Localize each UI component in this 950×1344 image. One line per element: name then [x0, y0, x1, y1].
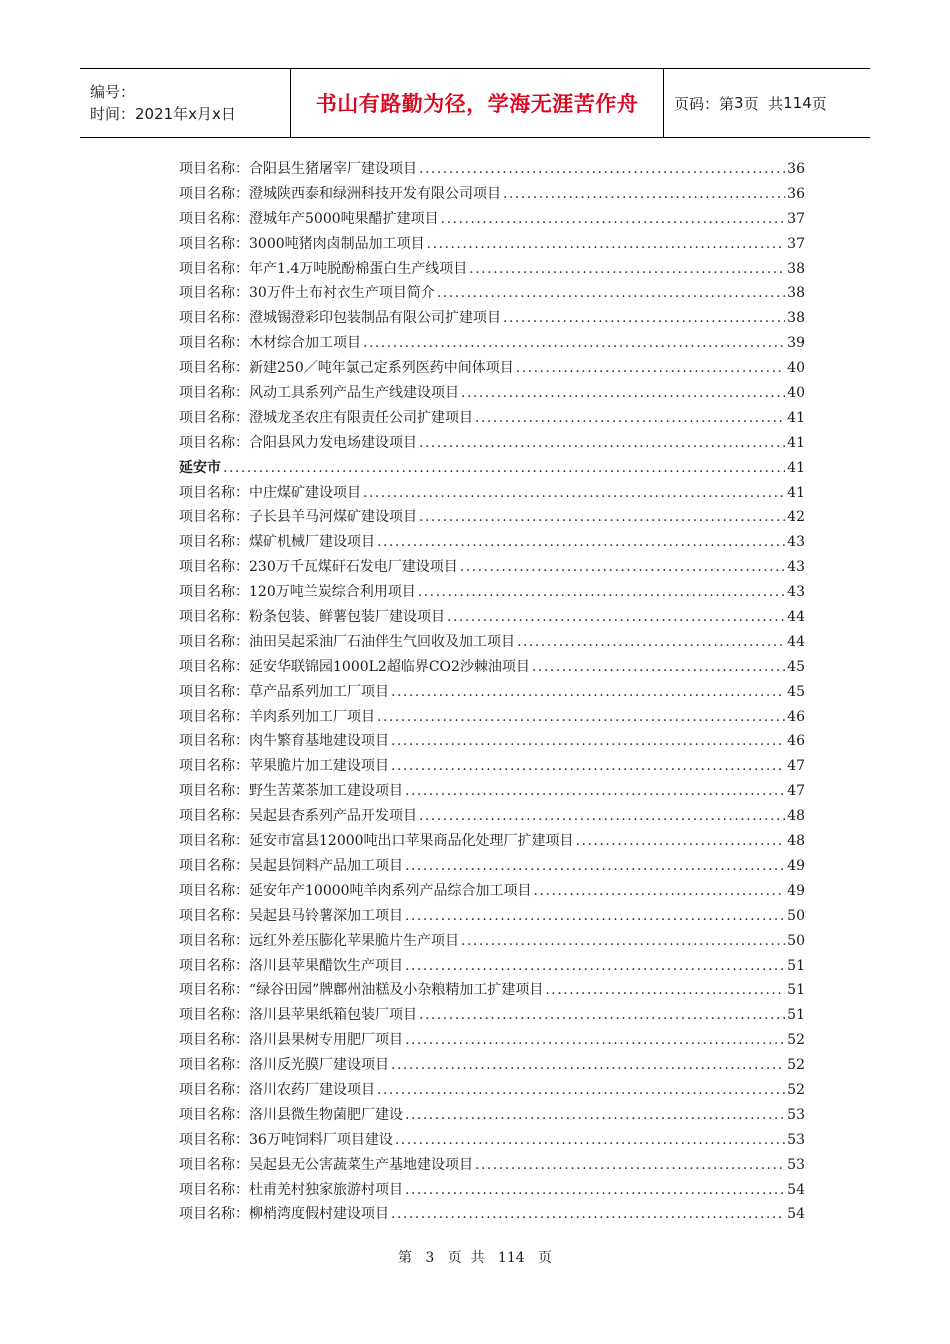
toc-leader-dots [427, 236, 786, 252]
toc-entry-page: 47 [787, 758, 805, 775]
toc-leader-dots [447, 609, 785, 625]
toc-leader-dots [405, 1182, 785, 1198]
toc-entry-page: 53 [787, 1131, 805, 1148]
page-label: 页码：第 [674, 94, 735, 113]
toc-entry[interactable] [179, 706, 805, 731]
toc-leader-dots [391, 733, 785, 749]
toc-leader-dots [419, 435, 785, 451]
toc-entry[interactable] [179, 1104, 805, 1129]
toc-entry[interactable] [179, 905, 805, 930]
toc-leader-dots [419, 161, 785, 177]
toc-entry[interactable] [179, 556, 805, 581]
toc-entry-page: 52 [787, 1032, 805, 1049]
toc-entry[interactable] [179, 482, 805, 507]
toc-leader-dots [377, 1082, 785, 1098]
footer-suffix: 页 [538, 1250, 552, 1266]
toc-entry-title: 项目名称：野生苦菜茶加工建设项目 [179, 783, 403, 800]
toc-entry-page: 52 [787, 1057, 805, 1074]
footer-total: 114 [497, 1250, 525, 1266]
toc-leader-dots [532, 659, 785, 675]
toc-leader-dots [391, 1057, 785, 1073]
toc-entry[interactable] [179, 208, 805, 233]
toc-entry[interactable] [179, 1004, 805, 1029]
table-of-contents [179, 158, 805, 1228]
toc-entry-title: 项目名称：洛川县苹果醋饮生产项目 [179, 957, 403, 974]
toc-entry-title: 项目名称：3000吨猪肉卤制品加工项目 [179, 235, 425, 252]
toc-entry-title: 项目名称：“绿谷田园”牌鄜州油糕及小杂粮精加工扩建项目 [179, 982, 544, 999]
toc-entry-page: 36 [787, 185, 805, 202]
toc-entry-title: 项目名称：合阳县风力发电场建设项目 [179, 434, 417, 451]
toc-entry-page: 45 [787, 683, 805, 700]
toc-entry[interactable] [179, 1079, 805, 1104]
toc-entry-title: 项目名称：吴起县马铃薯深加工项目 [179, 907, 403, 924]
toc-entry[interactable] [179, 681, 805, 706]
toc-entry-title: 项目名称：澄城龙圣农庄有限责任公司扩建项目 [179, 409, 473, 426]
toc-leader-dots [405, 1032, 785, 1048]
header-table [80, 68, 870, 138]
toc-entry-page: 41 [787, 434, 805, 451]
toc-leader-dots [576, 833, 786, 849]
toc-entry[interactable] [179, 357, 805, 382]
toc-entry-title: 项目名称：苹果脆片加工建设项目 [179, 758, 389, 775]
toc-entry[interactable] [179, 855, 805, 880]
toc-entry[interactable] [179, 955, 805, 980]
toc-leader-dots [534, 883, 786, 899]
toc-entry-page: 36 [787, 161, 805, 177]
toc-entry-page: 50 [787, 932, 805, 949]
toc-entry-title: 项目名称：澄城锡澄彩印包装制品有限公司扩建项目 [179, 310, 501, 327]
toc-leader-dots [405, 858, 785, 874]
toc-entry[interactable] [179, 730, 805, 755]
toc-leader-dots [419, 808, 785, 824]
footer-page-number: 3 [425, 1250, 435, 1266]
toc-entry-title: 项目名称：风动工具系列产品生产线建设项目 [179, 385, 459, 402]
toc-entry[interactable] [179, 506, 805, 531]
toc-entry-title: 项目名称：吴起县无公害蔬菜生产基地建设项目 [179, 1156, 473, 1173]
toc-entry-page: 38 [787, 260, 805, 277]
toc-entry[interactable] [179, 382, 805, 407]
page-mid: 页 共 [743, 94, 784, 113]
toc-entry-page: 41 [787, 484, 805, 501]
toc-section-heading[interactable] [179, 457, 805, 482]
footer-prefix: 第 [398, 1250, 412, 1266]
toc-entry-title: 项目名称：粉条包装、鲜薯包装厂建设项目 [179, 609, 445, 626]
page-total: 114 [783, 94, 812, 112]
toc-entry-page: 43 [787, 559, 805, 576]
toc-entry[interactable] [179, 307, 805, 332]
toc-leader-dots [461, 385, 785, 401]
toc-entry-page: 38 [787, 310, 805, 327]
number-label: 编号： [90, 83, 136, 101]
toc-entry-title: 项目名称：洛川反光膜厂建设项目 [179, 1057, 389, 1074]
toc-entry-title: 项目名称：洛川县苹果纸箱包装厂项目 [179, 1007, 417, 1024]
toc-entry[interactable] [179, 1179, 805, 1204]
header-meta [80, 69, 290, 137]
toc-entry-title: 项目名称：子长县羊马河煤矿建设项目 [179, 509, 417, 526]
toc-entry-title: 项目名称：吴起县饲料产品加工项目 [179, 857, 403, 874]
toc-entry-title: 项目名称：草产品系列加工厂项目 [179, 683, 389, 700]
toc-entry-page: 38 [787, 285, 805, 302]
toc-entry-page: 37 [787, 210, 805, 227]
toc-leader-dots [223, 460, 785, 476]
toc-leader-dots [391, 758, 785, 774]
toc-entry-page: 48 [787, 833, 805, 850]
toc-entry[interactable] [179, 407, 805, 432]
toc-entry-title: 项目名称：洛川农药厂建设项目 [179, 1081, 375, 1098]
toc-entry-title: 项目名称：油田吴起采油厂石油伴生气回收及加工项目 [179, 633, 515, 650]
toc-entry-page: 43 [787, 534, 805, 551]
toc-entry-title: 项目名称：吴起县杏系列产品开发项目 [179, 808, 417, 825]
page-end: 页 [811, 94, 827, 113]
toc-entry-page: 46 [787, 733, 805, 750]
toc-entry-page: 51 [787, 1007, 805, 1024]
toc-entry-page: 53 [787, 1106, 805, 1123]
toc-entry-page: 51 [787, 957, 805, 974]
toc-entry[interactable] [179, 1029, 805, 1054]
toc-leader-dots [363, 485, 785, 501]
toc-leader-dots [391, 684, 785, 700]
toc-leader-dots [377, 534, 785, 550]
toc-entry[interactable] [179, 183, 805, 208]
toc-entry-title: 项目名称：洛川县果树专用肥厂项目 [179, 1032, 403, 1049]
toc-entry-page: 39 [787, 335, 805, 352]
toc-entry-page: 51 [787, 982, 805, 999]
toc-leader-dots [405, 958, 785, 974]
time-label: 时间：2021年x月x日 [90, 105, 236, 123]
toc-entry-title: 延安市 [179, 459, 221, 476]
toc-entry-page: 47 [787, 783, 805, 800]
header-page-info [664, 69, 870, 137]
toc-leader-dots [461, 933, 785, 949]
toc-leader-dots [377, 709, 785, 725]
toc-entry-title: 项目名称：杜甫羌村独家旅游村项目 [179, 1181, 403, 1198]
toc-entry-title: 项目名称：年产1.4万吨脱酚棉蛋白生产线项目 [179, 260, 468, 277]
toc-entry-page: 54 [787, 1181, 805, 1198]
toc-leader-dots [503, 310, 785, 326]
toc-entry-page: 49 [787, 857, 805, 874]
toc-entry-title: 项目名称：新建250／吨年氯己定系列医药中间体项目 [179, 360, 514, 377]
toc-entry[interactable] [179, 979, 805, 1004]
toc-entry[interactable] [179, 830, 805, 855]
toc-entry-page: 53 [787, 1156, 805, 1173]
toc-entry-title: 项目名称：延安华联锦园1000L2超临界CO2沙棘油项目 [179, 658, 530, 675]
toc-leader-dots [475, 410, 785, 426]
toc-entry-title: 项目名称：30万件土布衬衣生产项目简介 [179, 285, 435, 302]
toc-entry-page: 40 [787, 360, 805, 377]
toc-entry-page: 44 [787, 633, 805, 650]
toc-entry[interactable] [179, 780, 805, 805]
footer-mid: 页 共 [447, 1250, 485, 1266]
toc-entry[interactable] [179, 233, 805, 258]
toc-leader-dots [418, 584, 785, 600]
toc-leader-dots [391, 1206, 785, 1222]
toc-leader-dots [419, 1007, 785, 1023]
toc-entry-page: 45 [787, 658, 805, 675]
toc-entry-title: 项目名称：澄城陕西泰和绿洲科技开发有限公司项目 [179, 185, 501, 202]
toc-entry-page: 42 [787, 509, 805, 526]
toc-entry-title: 项目名称：肉牛繁育基地建设项目 [179, 733, 389, 750]
page-footer [0, 1247, 950, 1267]
toc-entry[interactable] [179, 805, 805, 830]
toc-leader-dots [441, 211, 786, 227]
toc-entry-title: 项目名称：洛川县微生物菌肥厂建设 [179, 1106, 403, 1123]
toc-entry-title: 项目名称：延安年产10000吨羊肉系列产品综合加工项目 [179, 882, 532, 899]
toc-leader-dots [363, 335, 785, 351]
toc-entry-page: 52 [787, 1081, 805, 1098]
toc-entry-page: 46 [787, 708, 805, 725]
toc-entry[interactable] [179, 606, 805, 631]
toc-entry[interactable] [179, 880, 805, 905]
toc-entry-title: 项目名称：120万吨兰炭综合利用项目 [179, 584, 416, 601]
toc-entry-title: 项目名称：36万吨饲料厂项目建设 [179, 1131, 393, 1148]
toc-leader-dots [437, 285, 785, 301]
toc-entry-page: 54 [787, 1206, 805, 1223]
toc-leader-dots [545, 982, 785, 998]
toc-entry[interactable] [179, 258, 805, 283]
toc-entry[interactable] [179, 1154, 805, 1179]
toc-leader-dots [405, 1107, 785, 1123]
toc-entry-title: 项目名称：中庄煤矿建设项目 [179, 484, 361, 501]
page-number: 3 [734, 94, 744, 112]
toc-entry-title: 项目名称：柳梢湾度假村建设项目 [179, 1206, 389, 1223]
toc-entry[interactable] [179, 1129, 805, 1154]
toc-entry[interactable] [179, 631, 805, 656]
toc-entry-page: 43 [787, 584, 805, 601]
toc-entry-title: 项目名称：煤矿机械厂建设项目 [179, 534, 375, 551]
toc-leader-dots [405, 908, 785, 924]
toc-entry-page: 50 [787, 907, 805, 924]
toc-entry-page: 40 [787, 385, 805, 402]
toc-leader-dots [516, 360, 785, 376]
toc-entry[interactable] [179, 282, 805, 307]
toc-entry-page: 48 [787, 808, 805, 825]
toc-entry[interactable] [179, 581, 805, 606]
toc-entry[interactable] [179, 531, 805, 556]
toc-leader-dots [405, 783, 785, 799]
toc-leader-dots [419, 509, 785, 525]
toc-leader-dots [475, 1157, 785, 1173]
toc-entry-page: 44 [787, 609, 805, 626]
toc-leader-dots [503, 186, 785, 202]
toc-leader-dots [469, 261, 785, 277]
toc-entry-title: 项目名称：木材综合加工项目 [179, 335, 361, 352]
toc-entry-title: 项目名称：合阳县生猪屠宰厂建设项目 [179, 161, 417, 177]
toc-entry-title: 项目名称：羊肉系列加工厂项目 [179, 708, 375, 725]
toc-entry-title: 项目名称：澄城年产5000吨果醋扩建项目 [179, 210, 439, 227]
toc-entry-page: 41 [787, 459, 805, 476]
toc-entry[interactable] [179, 1203, 805, 1228]
toc-entry-title: 项目名称：远红外差压膨化苹果脆片生产项目 [179, 932, 459, 949]
toc-entry-page: 49 [787, 882, 805, 899]
toc-leader-dots [460, 559, 785, 575]
toc-entry-title: 项目名称：230万千瓦煤矸石发电厂建设项目 [179, 559, 458, 576]
toc-entry-title: 项目名称：延安市富县12000吨出口苹果商品化处理厂扩建项目 [179, 833, 574, 850]
toc-entry[interactable] [179, 1054, 805, 1079]
toc-leader-dots [517, 634, 785, 650]
toc-leader-dots [395, 1132, 785, 1148]
toc-entry-page: 37 [787, 235, 805, 252]
header-slogan: 书山有路勤为径，学海无涯苦作舟 [290, 69, 664, 137]
toc-entry[interactable] [179, 158, 805, 183]
toc-entry[interactable] [179, 755, 805, 780]
toc-entry[interactable] [179, 930, 805, 955]
toc-entry[interactable] [179, 656, 805, 681]
toc-entry[interactable] [179, 432, 805, 457]
toc-entry-page: 41 [787, 409, 805, 426]
toc-entry[interactable] [179, 332, 805, 357]
